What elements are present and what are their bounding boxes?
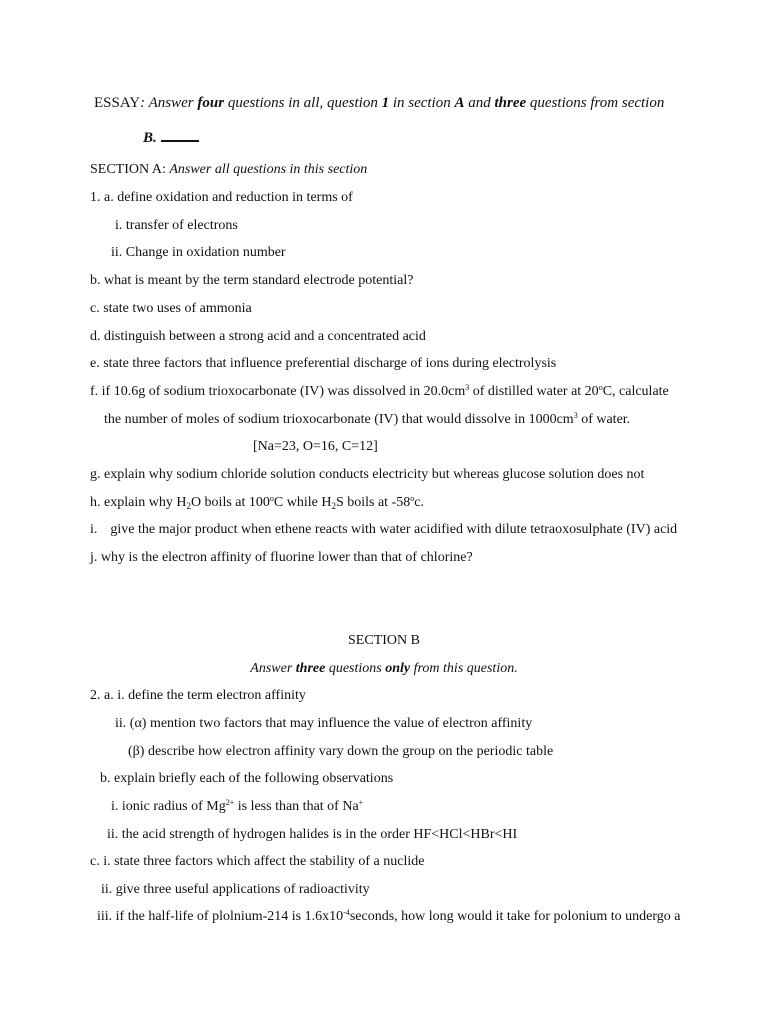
question-1d: d. distinguish between a strong acid and a concentrated acid	[90, 329, 426, 344]
question-2a-ii: ii. (α) mention two factors that may influence the value of electron affinity	[115, 716, 533, 731]
question-1a-ii: ii. Change in oxidation number	[111, 245, 286, 260]
question-2c-ii: ii. give three useful applications of radioactivity	[101, 882, 370, 897]
section-a-heading: SECTION A: Answer all questions in this section	[90, 162, 368, 177]
question-2b-ii: ii. the acid strength of hydrogen halides is in the order HF<HCl<HBr<HI	[107, 827, 518, 842]
question-1h: h. explain why $H_2O$ boils at 100$^o$C while $H_2S$ boils at -58$^o$c.	[90, 494, 424, 511]
atomic-masses: [Na=23, O=16, C=12]	[253, 439, 378, 454]
question-1i: i. give the major product when ethene reacts with water acidified with dilute tetraoxosulphate (IV) acid	[90, 522, 678, 537]
section-b-heading: SECTION B	[348, 633, 420, 648]
question-1j: j. why is the electron affinity of fluorine lower than that of chlorine?	[90, 550, 473, 565]
question-1f-continued: the number of moles of sodium trioxocarbonate (IV) that would dissolve in $1000cm^3$ of water.	[104, 411, 631, 427]
essay-instruction: ESSAY: Answer four questions in all, question 1 in section A and three questions from section	[94, 95, 665, 111]
essay-label: ESSAY	[94, 95, 141, 111]
underline-blank	[161, 127, 199, 142]
question-2c-i: c. i. state three factors which affect the stability of a nuclide	[90, 854, 425, 869]
question-1c: c. state two uses of ammonia	[90, 301, 252, 316]
question-2c-iii: iii. if the half-life of plolnium-214 is $1.6x10^{-4}seconds$, how long would it take for polonium to undergo a	[97, 908, 681, 924]
question-1i-label: i.	[90, 522, 98, 537]
question-1g: g. explain why sodium chloride solution conducts electricity but whereas glucose solution does not	[90, 467, 645, 482]
question-1e: e. state three factors that influence preferential discharge of ions during electrolysis	[90, 356, 557, 371]
question-1a-i: i. transfer of electrons	[115, 218, 238, 233]
section-b-instruction: Answer three questions only from this question.	[250, 661, 518, 676]
question-2b: b. explain briefly each of the following observations	[100, 771, 394, 786]
question-2a-beta: (β) describe how electron affinity vary down the group on the periodic table	[128, 744, 554, 759]
question-2a-i: 2. a. i. define the term electron affinity	[90, 688, 306, 703]
question-1a: 1. a. define oxidation and reduction in terms of	[90, 190, 353, 205]
question-1f: f. if 10.6g of sodium trioxocarbonate (IV) was dissolved in $20.0cm^3$ of distilled water at 20$^o$C, calculate	[90, 383, 669, 399]
question-2b-i: i. ionic radius of $Mg^{2+}$ is less than that of Na+	[111, 798, 364, 814]
essay-instruction-line2: B.	[143, 127, 199, 147]
question-1b: b. what is meant by the term standard electrode potential?	[90, 273, 414, 288]
